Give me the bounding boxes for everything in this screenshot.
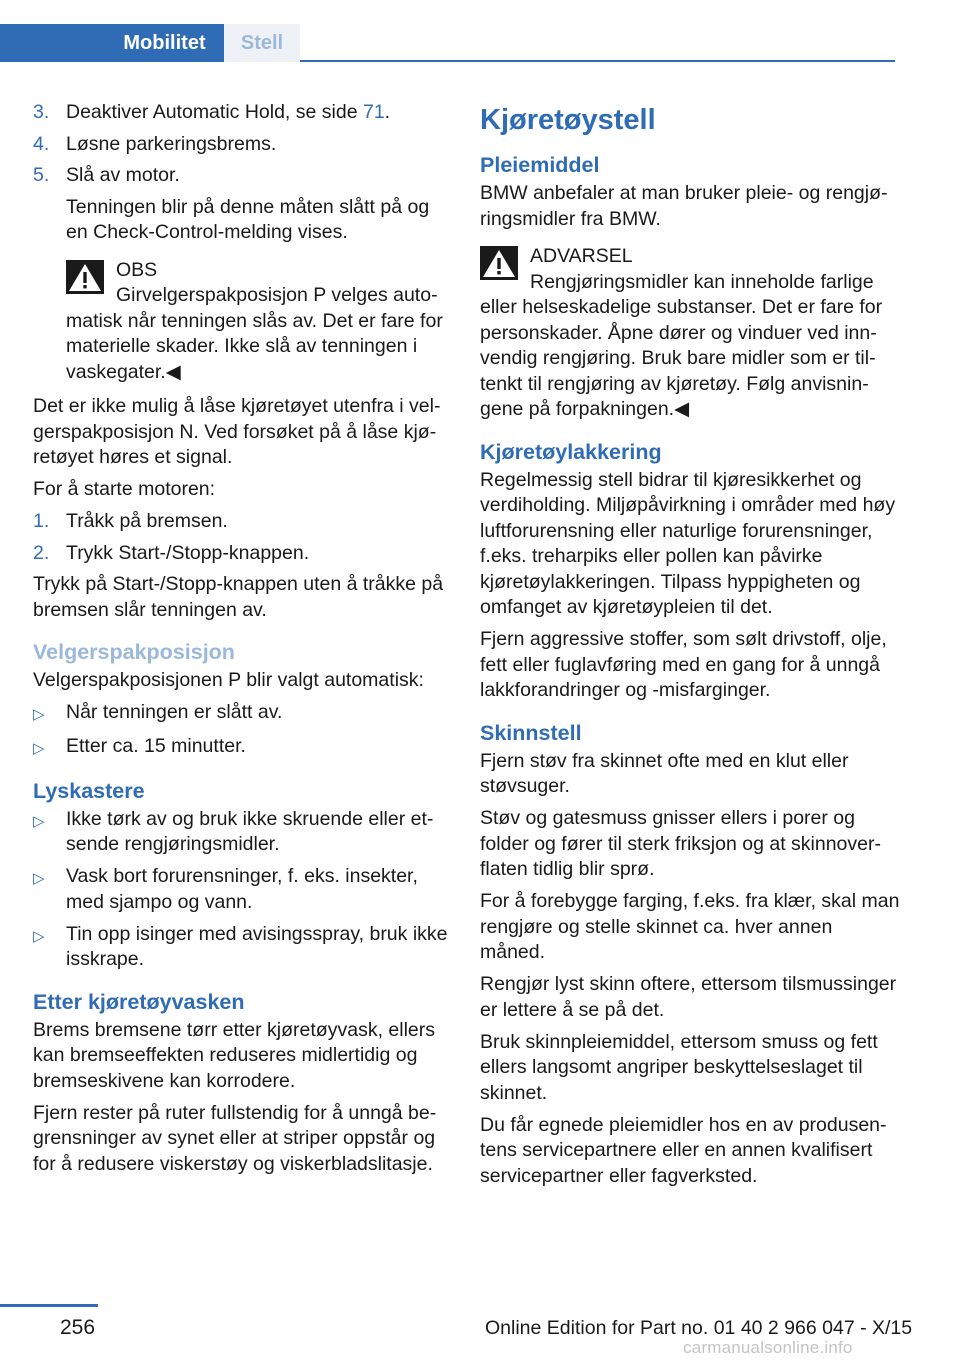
page-header [0, 0, 895, 62]
watermark: carmanualsonline.info [683, 1338, 853, 1357]
warning-text: eller helseskadelige substanser. Det er fare for personskader. Åpne dører og vinduer ved innvendig rengjøring. Bruk bare midler som er tiltenkt til rengjøring av kjøretøy. Følg anvisningene på forpakningen.◀ [480, 296, 883, 420]
notice-text: matisk når tenningen slås av. Det er fare for materielle skader. Ikke slå av tenningen i vaskegater.◀ [66, 309, 443, 383]
paragraph: For å starte motoren: [33, 478, 216, 500]
paragraph: Du får egnede pleiemidler hos en av produsentens servicepartnere eller en annen kvalifisert servicepartner eller fagverksted. [480, 1113, 887, 1187]
paragraph: Støv og gatesmuss gnisser ellers i porer og folder og fører til sterk friksjon og at skinnoverflaten tidlig blir sprø. [480, 807, 881, 880]
tab-stell[interactable]: Stell [224, 24, 300, 62]
notice-box [66, 258, 448, 386]
tab-mobilitet[interactable]: Mobilitet [105, 24, 224, 62]
heading-pleiemiddel: Pleiemiddel [480, 153, 600, 177]
notice-first-line: Girvelgerspakposisjon P velges auto- [116, 284, 438, 306]
step-2 [33, 541, 448, 567]
header-accent-bar [0, 24, 105, 62]
section-title: Kjøretøystell [480, 104, 656, 136]
list-item: ▷ Vask bort forurensninger, f. eks. insekter, med sjampo og vann. [33, 864, 448, 915]
step-number: 1. [33, 510, 50, 532]
step-text: Løsne parkeringsbrems. [66, 132, 277, 155]
triangle-bullet-icon: ▷ [33, 706, 45, 723]
list-item: ▷ Ikke tørk av og bruk ikke skruende eller etsende rengjøringsmidler. [33, 807, 448, 858]
triangle-bullet-icon: ▷ [33, 812, 45, 830]
edition-text: Online Edition for Part no. 01 40 2 966 047 - X/15 [485, 1317, 913, 1339]
step-text: Trykk Start-/Stopp-knappen. [66, 541, 310, 564]
page-link-71[interactable]: 71 [362, 101, 385, 123]
step-text: Slå av motor. [66, 164, 180, 186]
left-column [33, 100, 448, 1184]
paragraph: For å forebygge farging, f.eks. fra klær, skal man rengjøre og stelle skinnet ca. hver annen måned. [480, 890, 900, 963]
warning-triangle-icon [480, 246, 518, 280]
step-3: 3. Deaktiver Automatic Hold, se side 71. [33, 100, 448, 126]
triangle-bullet-icon: ▷ [33, 927, 45, 945]
page-number: 256 [60, 1316, 96, 1339]
step-4 [33, 132, 448, 158]
step-text: Tråkk på bremsen. [66, 510, 228, 532]
paragraph: Regelmessig stell bidrar til kjøresikkerhet og verdiholding. Miljøpåvirkning i områder med høy luftforurensning eller naturlige forurensninger, f.eks. treharpiks eller pollen kan påvirke kjøretøylakkeringen. Tilpass hyppigheten og omfanget av kjøretøypleien til det. [480, 468, 896, 618]
paragraph: Fjern rester på ruter fullstendig for å unngå begrensninger av synet eller at striper oppstår og for å redusere viskerstøy og viskerbladslitasje. [33, 1101, 437, 1175]
list-item: ▷ Tin opp isinger med avisingsspray, bruk ikke isskrape. [33, 922, 448, 973]
heading-kjoretoylakkering: Kjøretøylakkering [480, 439, 662, 464]
notice-label: OBS [116, 258, 158, 281]
paragraph: Fjern aggressive stoffer, som sølt drivstoff, olje, fett eller fuglavføring med en gang for å unngå lakkforandringer og -misfarginger. [480, 628, 887, 701]
warning-first-line: Rengjøringsmidler kan inneholde farlige [530, 270, 874, 293]
warning-label: ADVARSEL [530, 245, 633, 267]
step-subtext: Tenningen blir på denne måten slått på og en Check-Control-melding vises. [66, 195, 430, 243]
right-column [480, 100, 900, 1196]
heading-etter-kjoretoyvasken: Etter kjøretøyvasken [33, 989, 245, 1014]
step-5 [33, 163, 448, 246]
step-1 [33, 509, 448, 535]
step-text: Deaktiver Automatic Hold, se side [66, 101, 363, 123]
heading-skinnstell: Skinnstell [480, 720, 582, 745]
step-number: 2. [33, 541, 50, 564]
paragraph: Det er ikke mulig å låse kjøretøyet utenfra i velgerspakposisjon N. Ved forsøket på å låse kjøretøyet høres et signal. [33, 395, 441, 468]
paragraph: Velgerspakposisjonen P blir valgt automatisk: [33, 669, 424, 691]
paragraph: Trykk på Start-/Stopp-knappen uten å tråkke på bremsen slår tenningen av. [33, 573, 444, 621]
triangle-bullet-icon: ▷ [33, 870, 45, 887]
paragraph: Bruk skinnpleiemiddel, ettersom smuss og fett ellers langsomt angriper beskyttelseslaget til skinnet. [480, 1030, 878, 1104]
footer-accent-line [0, 1304, 98, 1307]
paragraph: Rengjør lyst skinn oftere, ettersom tilsmussinger er lettere å se på det. [480, 973, 897, 1021]
list-item: ▷ Når tenningen er slått av. [33, 700, 448, 728]
heading-velgerspakposisjon: Velgerspakposisjon [33, 640, 235, 664]
step-number: 5. [33, 164, 50, 186]
triangle-bullet-icon: ▷ [33, 740, 45, 757]
paragraph: Brems bremsene tørr etter kjøretøyvask, ellers kan bremseeffekten reduseres midlertidig og bremseskivene kan korrodere. [33, 1018, 435, 1092]
step-number: 3. [33, 101, 50, 123]
paragraph: Fjern støv fra skinnet ofte med en klut eller støvsuger. [480, 749, 849, 797]
list-item: ▷ Etter ca. 15 minutter. [33, 734, 448, 762]
step-number: 4. [33, 132, 50, 155]
warning-triangle-icon [66, 260, 104, 294]
warning-box [480, 244, 900, 423]
heading-lyskastere: Lyskastere [33, 778, 145, 803]
paragraph: BMW anbefaler at man bruker pleie- og rengjøringsmidler fra BMW. [480, 182, 888, 230]
